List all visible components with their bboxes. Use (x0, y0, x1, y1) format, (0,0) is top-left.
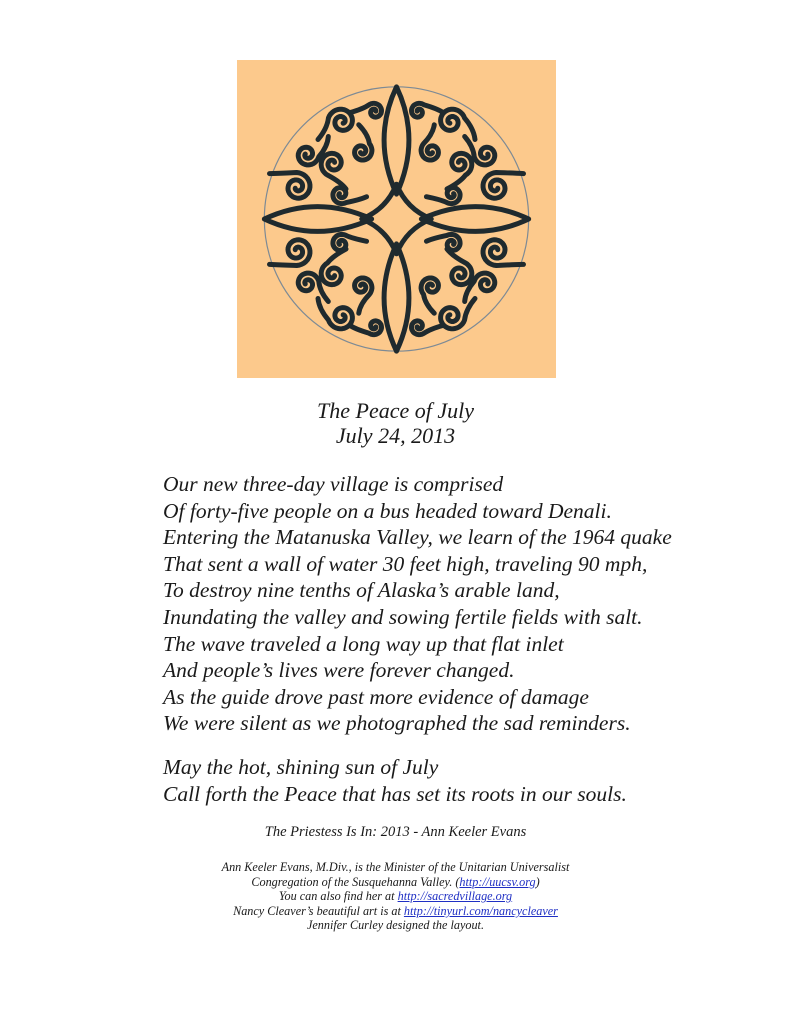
poem-line: Our new three-day village is comprised (163, 472, 504, 496)
poem-line: Of forty-five people on a bus headed toward Denali. (163, 498, 612, 523)
footer-congregation-line (0, 875, 791, 890)
poem-line: We were silent as we photographed the sad reminders. (163, 711, 631, 736)
mandala-artwork (237, 60, 556, 378)
footer-bio-line: Ann Keeler Evans, M.Div., is the Minister of the Unitarian Universalist (221, 860, 570, 874)
poem-line: As the guide drove past more evidence of damage (163, 684, 589, 709)
footer-text: Congregation of the Susquehanna Valley. ( (251, 874, 460, 889)
stanza-divider (163, 737, 763, 754)
celtic-mandala-icon (237, 60, 556, 378)
sacredvillage-link[interactable]: http://sacredvillage.org (397, 889, 513, 904)
poem-title: The Peace of July (317, 398, 474, 423)
poem-line: To destroy nine tenths of Alaska’s arable land, (163, 578, 560, 603)
poem-date: July 24, 2013 (335, 423, 456, 448)
poem-line: Inundating the valley and sowing fertile fields with salt. (163, 604, 643, 629)
footer-text: Nancy Cleaver’s beautiful art is at (233, 903, 404, 918)
poem-line: The wave traveled a long way up that flat inlet (163, 631, 564, 656)
poem-line: That sent a wall of water 30 feet high, traveling 90 mph, (163, 551, 648, 576)
poem-line: Call forth the Peace that has set its roots in our souls. (163, 781, 627, 806)
poem-body (163, 471, 763, 807)
artwork-background (238, 60, 556, 378)
poem-line: May the hot, shining sun of July (163, 754, 439, 779)
nancycleaver-link[interactable]: http://tinyurl.com/nancycleaver (403, 903, 558, 918)
author-footer (0, 860, 791, 933)
footer-website-line (0, 889, 791, 904)
footer-text: ) (535, 874, 540, 889)
footer-layout-credit: Jennifer Curley designed the layout. (306, 918, 484, 933)
poem-line: And people’s lives were forever changed. (163, 658, 515, 683)
footer-text: You can also find her at (278, 889, 398, 904)
footer-art-line (0, 904, 791, 919)
collection-credit: The Priestess Is In: 2013 - Ann Keeler Evans (264, 824, 527, 840)
poem-line: Entering the Matanuska Valley, we learn of the 1964 quake (163, 525, 672, 550)
poem-heading (0, 398, 791, 448)
uucsv-link[interactable]: http://uucsv.org (459, 874, 536, 889)
